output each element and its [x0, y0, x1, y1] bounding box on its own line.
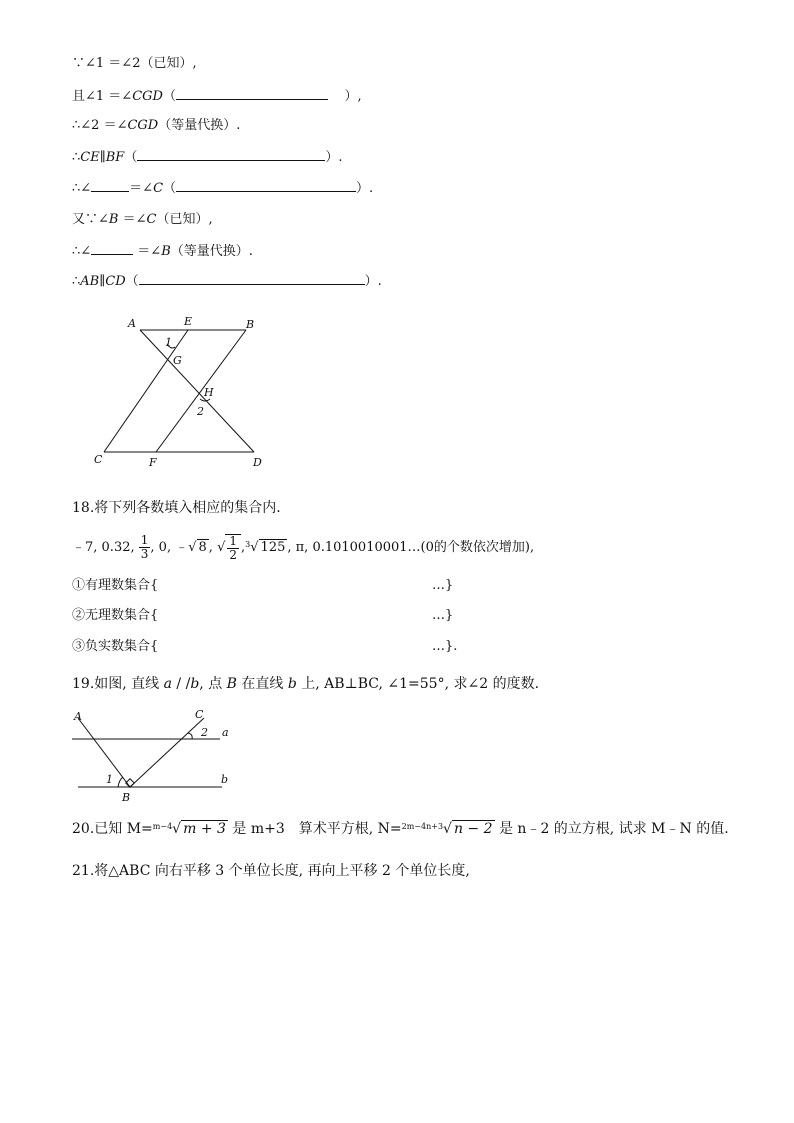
q18-set-rational-end: …} [432, 578, 454, 593]
proof-line-5: ∴∠ ＝∠C（ ）. [72, 181, 374, 196]
label-a: A [128, 317, 136, 330]
label-b: B [246, 318, 255, 331]
proof-line-7: ∴∠ ＝∠B（等量代换）. [72, 244, 253, 259]
answer-blank[interactable] [137, 148, 325, 161]
label-c: C [94, 453, 103, 466]
q20-text: 20.已知 M=$^{m-4}$√ m + 3 是 m+3 算术平方根, N=$^{2m-4n+3}$√ n − 2 是 n﹣2 的立方根, 试求 M﹣N 的值. [72, 821, 729, 837]
label-line-b: b [221, 773, 229, 786]
label-c-point: C [195, 708, 204, 721]
proof-line-1: ∵∠1 ＝∠2（已知）, [72, 56, 197, 71]
q18-set-irrational: ②无理数集合{ [72, 608, 159, 623]
answer-blank[interactable] [139, 272, 365, 285]
line-ab [78, 718, 130, 787]
answer-blank[interactable] [176, 87, 328, 100]
label-2: 2 [197, 405, 204, 418]
geometry-figure-1 [90, 312, 280, 472]
label-line-a: a [222, 726, 229, 739]
label-1: 1 [106, 773, 113, 786]
q21-text: 21.将△ABC 向右平移 3 个单位长度, 再向上平移 2 个单位长度, [72, 863, 470, 879]
label-h: H [204, 386, 214, 399]
q18-set-rational: ①有理数集合{ [72, 578, 159, 593]
sqrt-one-half: $\frac{1}{2}$ [225, 534, 241, 562]
fraction-one-third: $\frac{1}{3}$ [140, 533, 149, 561]
label-2: 2 [201, 726, 208, 739]
geometry-figure-2 [68, 706, 248, 806]
q18-set-negative: ③负实数集合{ [72, 639, 159, 654]
line-ad [140, 330, 254, 452]
label-e: E [184, 315, 193, 328]
q18-set-negative-end: …}. [432, 639, 458, 654]
proof-line-4: ∴CE∥BF（ ）. [72, 150, 343, 165]
proof-line-3: ∴∠2 ＝∠CGD（等量代换）. [72, 118, 241, 133]
proof-line-8: ∴AB∥CD（ ）. [72, 274, 382, 289]
angle-1-arc [118, 777, 123, 787]
q18-numbers: ﹣7, 0.32, $\frac{1}{3}$ , 0, ﹣√ 8 , √ $\frac{1}{2}$ ,$^3$√ 125 , π, 0.1010010001…(0的个数依次增加), [72, 533, 535, 562]
label-1: 1 [165, 336, 172, 349]
label-g: G [173, 354, 182, 367]
label-f: F [149, 456, 157, 469]
q19-text: 19.如图, 直线 a / /b, 点 B 在直线 b 上, AB⊥BC, ∠1=55°, 求∠2 的度数. [72, 676, 540, 692]
q18-set-irrational-end: …} [432, 608, 454, 623]
line-bc [130, 718, 204, 787]
answer-blank[interactable] [176, 179, 356, 192]
line-ec [104, 330, 188, 452]
label-a-point: A [74, 710, 82, 723]
angle-2-arc [188, 733, 192, 739]
proof-line-2: 且∠1 ＝∠CGD（ ）, [72, 89, 362, 104]
q18-title: 18.将下列各数填入相应的集合内. [72, 500, 281, 516]
label-b-point: B [122, 791, 131, 804]
answer-blank[interactable] [91, 242, 133, 255]
proof-line-6: 又∵∠B ＝∠C（已知）, [72, 212, 213, 227]
answer-blank[interactable] [91, 179, 129, 192]
label-d: D [253, 456, 262, 469]
